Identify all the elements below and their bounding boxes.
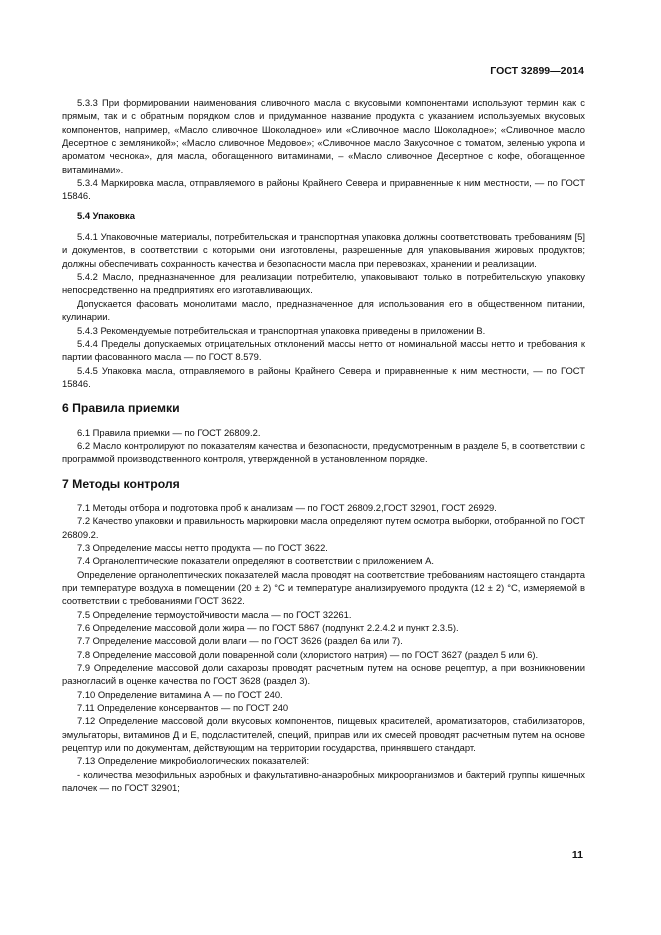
document-id-header: ГОСТ 32899—2014 [490, 65, 584, 77]
paragraph-7-1: 7.1 Методы отбора и подготовка проб к анализам — по ГОСТ 26809.2,ГОСТ 32901, ГОСТ 26929. [77, 501, 497, 513]
paragraph-7-8: 7.8 Определение массовой доли поваренной соли (хлористого натрия) — по ГОСТ 3627 (раздел 5 или 6). [77, 648, 539, 660]
paragraph-7-6: 7.6 Определение массовой доли жира — по ГОСТ 5867 (подпункт 2.2.4.2 и пункт 2.3.5). [77, 622, 459, 634]
page-number: 11 [571, 849, 583, 861]
paragraph-7-3: 7.3 Определение массы нетто продукта — по ГОСТ 3622. [77, 541, 328, 553]
section-heading-6: 6 Правила приемки [62, 401, 180, 416]
paragraph-7-2: 7.2 Качество упаковки и правильность маркировки масла определяют путем осмотра выборки, отобранной по ГОСТ 26809.2. [62, 515, 585, 540]
paragraph-5-4-2-continued: Допускается фасовать монолитами масло, предназначенное для использования его в общественном питании, кулинарии. [62, 297, 585, 323]
paragraph-7-11: 7.11 Определение консервантов — по ГОСТ 240 [77, 702, 289, 714]
paragraph-7-12: 7.12 Определение массовой доли вкусовых компонентов, пищевых красителей, ароматизаторов, стабилизаторов, эмульгаторы, витаминов Д и Е, подсластителей, специй, приправ или их смесей проводят расчетным путем на основе рецептур или по документам, действующим на территории государства, принявшего стандарт. [62, 715, 585, 754]
paragraph-7-5: 7.5 Определение термоустойчивости масла — по ГОСТ 32261. [77, 608, 352, 620]
paragraph-6-1: 6.1 Правила приемки — по ГОСТ 26809.2. [77, 426, 261, 438]
paragraph-5-4-1: 5.4.1 Упаковочные материалы, потребительская и транспортная упаковка должны соответствовать требованиям [5] и документов, в соответствии с которыми они изготовлены, разрешенные для упаковывания жировых продуктов; должны обеспечивать сохранность качества и безопасности масла при перевозках, хранении и реализации. [62, 231, 585, 269]
paragraph-5-3-4: 5.3.4 Маркировка масла, отправляемого в районы Крайнего Севера и приравненные к ним местности, — по ГОСТ 15846. [62, 177, 585, 202]
paragraph-5-4-5: 5.4.5 Упаковка масла, отправляемого в районы Крайнего Севера и приравненные к ним местности, — по ГОСТ 15846. [62, 364, 585, 389]
list-item-7-13-a: - количества мезофильных аэробных и факультативно-анаэробных микроорганизмов и бактерий группы кишечных палочек — по ГОСТ 32901; [62, 768, 585, 794]
paragraph-7-7: 7.7 Определение массовой доли влаги — по ГОСТ 3626 (раздел 6а или 7). [77, 635, 403, 647]
subsection-heading-5-4: 5.4 Упаковка [77, 209, 135, 221]
paragraph-5-4-2: 5.4.2 Масло, предназначенное для реализации потребителю, упаковывают только в потребительскую упаковку непосредственно на предприятиях его изготавливающих. [62, 271, 585, 296]
paragraph-5-4-3: 5.4.3 Рекомендуемые потребительская и транспортная упаковка приведены в приложении В. [77, 324, 486, 336]
paragraph-6-2: 6.2 Масло контролируют по показателям качества и безопасности, предусмотренным в разделе 5, в соответствии с программой производственного контроля, утвержденной в установленном порядке. [62, 439, 585, 465]
section-heading-7: 7 Методы контроля [62, 476, 180, 491]
paragraph-7-13: 7.13 Определение микробиологических показателей: [77, 755, 310, 767]
paragraph-7-4-continued: Определение органолептических показателей масла проводят на соответствие требованиям настоящего стандарта при температуре воздуха в помещении (20 ± 2) °С и температуре анализируемого продукта (12 ± 2) °С, измеряемой в соответствии с требованиями ГОСТ 3622. [62, 568, 585, 607]
paragraph-7-10: 7.10 Определение витамина А — по ГОСТ 240. [77, 688, 283, 700]
paragraph-5-3-3: 5.3.3 При формировании наименования сливочного масла с вкусовыми компонентами используют термин как с прямым, так и с обратным порядком слов и придуманное название продукта с указанием используемых вкусовых компонентов, например, «Масло сливочное Шоколадное» или «Сливочное масло Шоколадное»; «Сливочное масло Десертное с земляникой»; «Масло сливочное Медовое»; «Сливочное масло Закусочное с томатом, зеленью укропа и ароматом чеснока», для масла, обогащенного витаминами, – «Масло сливочное Десертное с кофе, обогащенное витаминами». [62, 97, 585, 175]
paragraph-7-4: 7.4 Органолептические показатели определяют в соответствии с приложением А. [77, 555, 434, 567]
paragraph-7-9: 7.9 Определение массовой доли сахарозы проводят расчетным путем на основе рецептур, а при возникновении разногласий в оценке качества по ГОСТ 3628 (раздел 3). [62, 662, 585, 687]
paragraph-5-4-4: 5.4.4 Пределы допускаемых отрицательных отклонений массы нетто от номинальной массы нетто и требования к партии фасованного масла — по ГОСТ 8.579. [62, 337, 585, 363]
page-body [62, 96, 585, 795]
